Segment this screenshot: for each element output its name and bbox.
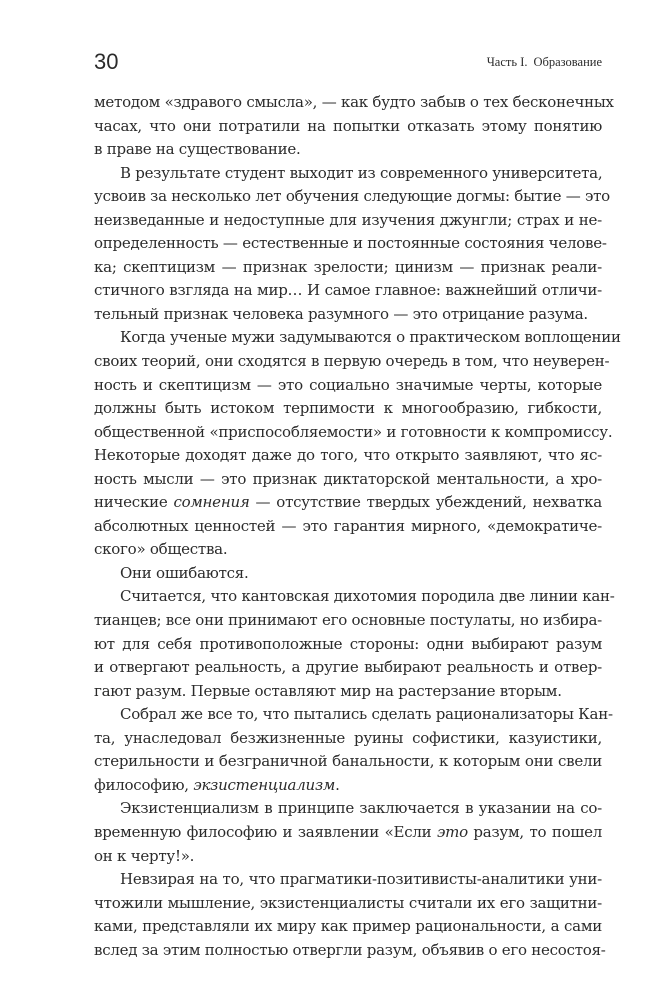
paragraph [94,326,621,561]
text-line: ют для себя противоположные стороны: одни выбирают разум [94,634,602,653]
text-line: В результате студент выходит из современного университета, [120,163,603,182]
emphasis: экзистенциализм [193,775,336,794]
text-line: должны быть истоком терпимости к многообразию, гибкости, [94,399,602,418]
text-line: ка; скептицизм — признак зрелости; цинизм — признак реали- [94,257,602,276]
text-line: абсолютных ценностей — это гарантия мирного, «демократиче- [94,516,602,535]
text-line [94,821,602,845]
text-run: . [335,775,340,794]
text-line: он к черту!». [94,846,195,865]
text-line [94,774,602,798]
text-line: ского» общества. [94,540,228,559]
text-line: неизведанные и недоступные для изучения джунгли; страх и не- [94,210,602,229]
paragraph [94,868,606,962]
running-head-section: Образование [533,55,602,69]
text-run: разум, то пошел [467,822,603,841]
paragraph [94,162,610,327]
paragraph [94,797,602,868]
text-line: методом «здравого смысла», — как будто забыв о тех бесконечных [94,93,614,111]
text-line: гают разум. Первые оставляют мир на растерзание вторым. [94,681,562,700]
text-run: — отсутствие твердых убеждений, нехватка [249,493,602,512]
text-run: временную философию и заявлении «Если [94,822,437,841]
text-line: определенность — естественные и постоянные состояния челове- [94,234,607,253]
text-line: Считается, что кантовская дихотомия породила две линии кан- [120,587,615,606]
text-line: Экзистенциализм в принципе заключается в указании на со- [120,799,602,818]
text-line: вслед за этим полностью отвергли разум, объявив о его несостоя- [94,940,606,959]
text-line: общественной «приспособляемости» и готовности к компромиссу. [94,422,613,441]
text-line: ками, представляли их миру как пример рациональности, а сами [94,917,602,936]
text-line: часах, что они потратили на попытки отказать этому понятию [94,116,602,135]
text-line: Они ошибаются. [120,563,249,582]
text-line: Некоторые доходят даже до того, что открыто заявляют, что яс- [94,446,602,465]
text-line: Собрал же все то, что пытались сделать рационализаторы Кан- [120,705,613,724]
text-line: тельный признак человека разумного — это отрицание разума. [94,304,588,323]
text-line: усвоив за несколько лет обучения следующие догмы: бытие — это [94,187,610,206]
page-header [94,48,602,80]
paragraph [94,562,602,586]
text-line: в праве на существование. [94,140,301,159]
text-line: и отвергают реальность, а другие выбирают реальность и отвер- [94,658,602,677]
paragraph [94,703,613,797]
text-line: чтожили мышление, экзистенциалисты считали их его защитни- [94,893,602,912]
emphasis: сомнения [173,493,250,512]
text-line: та, унаследовал безжизненные руины софистики, казуистики, [94,728,602,747]
running-head-part: Часть I. [486,55,528,69]
paragraph [94,585,615,703]
text-line [94,491,602,515]
text-line: Когда ученые мужи задумываются о практическом воплощении [120,328,621,347]
text-line: ность и скептицизм — это социально значимые черты, которые [94,375,602,394]
text-line: тианцев; все они принимают его основные постулаты, но избира- [94,611,602,630]
text-run: нические [94,493,174,512]
text-line: своих теорий, они сходятся в первую очередь в том, что неуверен- [94,352,610,371]
body-text [94,91,621,962]
text-line: стичного взгляда на мир… И самое главное: важнейший отличи- [94,281,602,300]
emphasis: это [436,822,468,841]
page-number: 30 [94,49,119,74]
paragraph [94,91,614,162]
running-head [487,54,602,70]
text-line: ность мысли — это признак диктаторской ментальности, а хро- [94,469,602,488]
text-run: философию, [94,775,194,794]
text-line: стерильности и безграничной банальности, к которым они свели [94,752,602,771]
text-line: Невзирая на то, что прагматики-позитивисты-аналитики уни- [120,870,602,889]
